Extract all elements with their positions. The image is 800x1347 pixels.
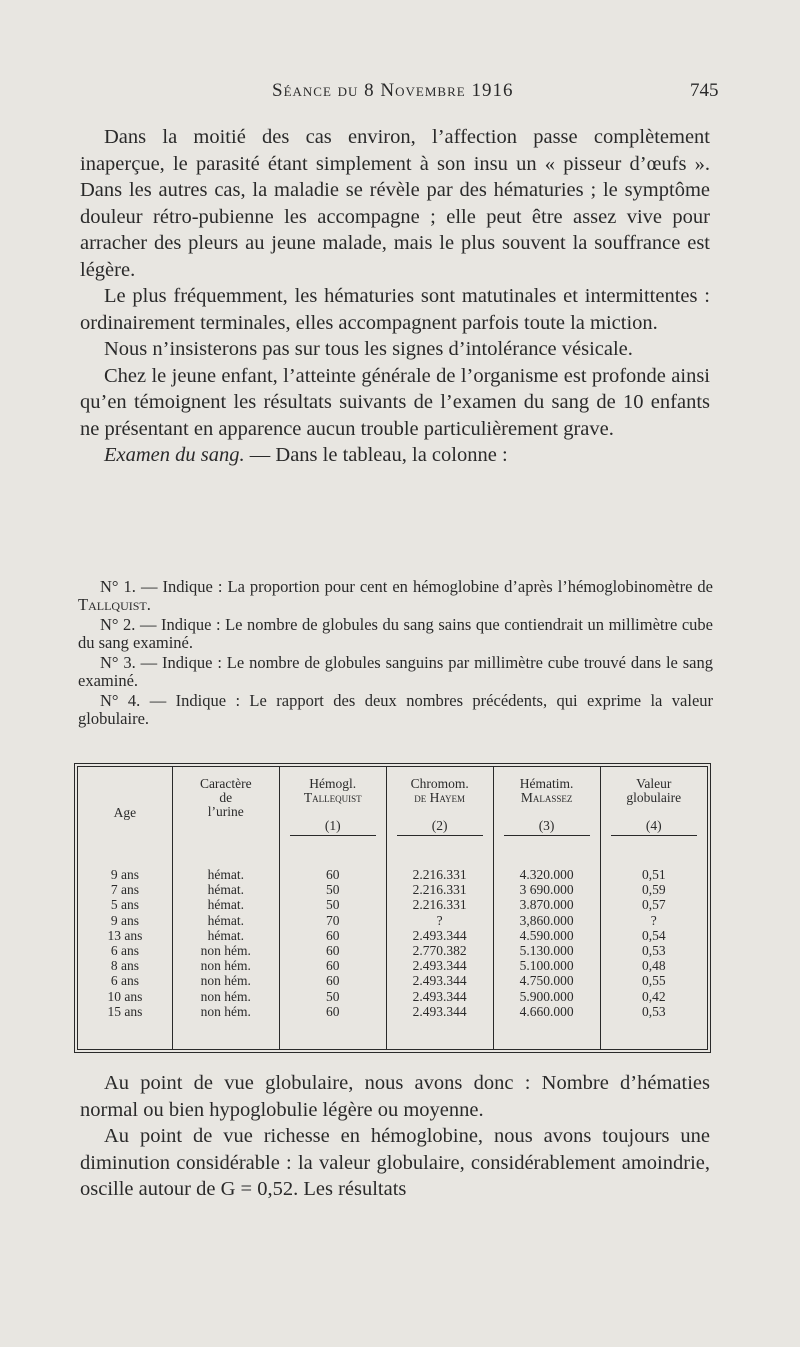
table-cell: 4.320.000 — [519, 867, 574, 882]
table-cell: 8 ans — [110, 958, 139, 974]
table-cell: 5 ans — [110, 897, 139, 913]
note-item — [78, 578, 713, 614]
paragraph: Le plus fréquemment, les hématuries sont matutinales et intermittentes : ordinairement terminales, elles accompagnent parfois toute la miction. — [80, 285, 710, 334]
table-cell: 70 — [325, 912, 340, 928]
table-cell: non hém. — [200, 1003, 251, 1019]
closing-text — [80, 1070, 710, 1203]
table-cell: hémat. — [207, 897, 244, 913]
table-cell: 60 — [325, 958, 340, 974]
table-cell: 5.130.000 — [519, 943, 574, 959]
col-urine — [172, 853, 279, 1049]
table-cell: non hém. — [200, 988, 251, 1004]
table-cell: 10 ans — [107, 988, 143, 1004]
blood-exam-table — [74, 763, 711, 1053]
table-cell: 60 — [325, 943, 340, 959]
column-notes — [78, 578, 713, 730]
note-label: N° 3. — [100, 653, 136, 672]
table-cell: 6 ans — [110, 943, 139, 959]
note-item — [78, 692, 713, 728]
table-cell: ? — [436, 912, 443, 928]
table-cell: 60 — [325, 867, 340, 882]
exam-intro-italic: Examen du sang. — [104, 444, 245, 466]
table-cell: hémat. — [207, 867, 244, 882]
note-label: N° 4. — [100, 691, 141, 710]
note-item — [78, 654, 713, 690]
table-cell: 7 ans — [110, 882, 139, 898]
note-label: N° 1. — [100, 577, 136, 596]
note-end: . — [146, 595, 151, 614]
paragraph: Dans la moitié des cas environ, l’affection passe complètement inaperçue, le parasité étant simplement à son insu un « pisseur d’œufs ». Dans les autres cas, la maladie se révèle par des hématuries ; le symptôme douleur rétro-pubienne les accompagne ; elle peut être assez vive pour arracher des pleurs au jeune malade, mais le plus souvent la souffrance est légère. — [80, 126, 710, 281]
table-cell: 60 — [325, 1003, 340, 1019]
table-cell: hémat. — [207, 882, 244, 898]
table-cell: 60 — [325, 973, 340, 989]
table-cell: 0,59 — [641, 882, 666, 898]
col-hemogl — [279, 853, 386, 1049]
table-cell: 2.216.331 — [412, 882, 467, 898]
table-cell: 0,57 — [641, 897, 666, 913]
paragraph: Nous n’insisterons pas sur tous les signes d’intolérance vésicale. — [104, 338, 633, 360]
table-cell: non hém. — [200, 958, 251, 974]
table-cell: 5.900.000 — [519, 988, 574, 1004]
exam-intro — [80, 442, 710, 469]
table-cell: 60 — [325, 927, 340, 943]
col-chromom — [386, 853, 493, 1049]
table-cell: 0,54 — [641, 927, 666, 943]
header-hemogl: Hémogl. Tallequist (1) — [279, 767, 386, 853]
table-cell: 2.493.344 — [412, 1003, 467, 1019]
table-cell: ? — [650, 912, 657, 928]
note-name: Tallquist — [78, 595, 147, 614]
table-cell: 3 690.000 — [519, 882, 574, 898]
table-cell: 3.870.000 — [519, 897, 574, 913]
table-cell: 9 ans — [110, 867, 139, 882]
note-item — [78, 616, 713, 652]
table-cell: 0,42 — [641, 988, 666, 1004]
header-age: Age — [113, 805, 137, 820]
col-age — [78, 853, 172, 1049]
table-cell: 4.590.000 — [519, 927, 574, 943]
col-valeur — [600, 853, 707, 1049]
table-cell: 2.216.331 — [412, 867, 467, 882]
table-cell: 2.493.344 — [412, 958, 467, 974]
table-cell: 0,53 — [641, 943, 666, 959]
note-text: — Indique : Le rapport des deux nombres précédents, qui exprime la valeur globulaire. — [78, 691, 714, 728]
table-cell: 0,48 — [641, 958, 666, 974]
table-cell: 4.660.000 — [519, 1003, 574, 1019]
table-cell: 9 ans — [110, 912, 139, 928]
table-cell: 2.493.344 — [412, 988, 467, 1004]
table-cell: hémat. — [207, 912, 244, 928]
data-table — [78, 767, 707, 1049]
note-label: N° 2. — [100, 615, 136, 634]
table-cell: 0,53 — [641, 1003, 666, 1019]
note-text: — Indique : Le nombre de globules sanguins par millimètre cube trouvé dans le sang examiné. — [78, 653, 714, 690]
header-chromom: Chromom. de Hayem (2) — [386, 767, 493, 853]
paragraph: Chez le jeune enfant, l’atteinte générale de l’organisme est profonde ainsi qu’en témoignent les résultats suivants de l’examen du sang de 10 enfants ne présentant en apparence aucun trouble particulièrement grave. — [80, 364, 710, 440]
note-text: — Indique : Le nombre de globules du sang sains que contiendrait un millimètre cube du sang examiné. — [78, 615, 714, 652]
paragraph: Au point de vue globulaire, nous avons donc : Nombre d’hématies normal ou bien hypoglobulie légère ou moyenne. — [80, 1072, 710, 1121]
main-text — [80, 124, 710, 469]
page-number: 745 — [690, 80, 719, 101]
table-cell: 5.100.000 — [519, 958, 574, 974]
paragraph: Au point de vue richesse en hémoglobine, nous avons toujours une diminution considérable : la valeur globulaire, considérablement amoindrie, oscille autour de G = 0,52. Les résultats — [80, 1125, 710, 1200]
header-valeur: Valeur globulaire (4) — [600, 767, 707, 853]
running-header — [0, 80, 800, 110]
table-cell: 13 ans — [107, 927, 143, 943]
table-cell: 15 ans — [107, 1003, 143, 1019]
table-cell: 0,55 — [641, 973, 666, 989]
header-hematim: Hématim. Malassez (3) — [493, 767, 600, 853]
table-cell: 2.493.344 — [412, 927, 467, 943]
table-cell: 3,860.000 — [519, 912, 574, 928]
table-cell: 2.216.331 — [412, 897, 467, 913]
exam-intro-rest: — Dans le tableau, la colonne : — [244, 444, 508, 466]
table-cell: 0,51 — [641, 867, 666, 882]
table-cell: 50 — [325, 897, 340, 913]
table-cell: 6 ans — [110, 973, 139, 989]
table-cell: non hém. — [200, 943, 251, 959]
header-urine: Caractère de l’urine — [172, 767, 279, 853]
running-title: Séance du 8 Novembre 1916 — [272, 80, 514, 101]
table-cell: 4.750.000 — [519, 973, 574, 989]
col-hematim — [493, 853, 600, 1049]
table-cell: 50 — [325, 882, 340, 898]
table-cell: 2.770.382 — [412, 943, 467, 959]
table-header-row — [78, 767, 707, 853]
note-text: — Indique : La proportion pour cent en hémoglobine d’après l’hémoglobinomètre de — [135, 577, 714, 596]
table-cell: hémat. — [207, 927, 244, 943]
table-cell: 50 — [325, 988, 340, 1004]
table-body — [78, 853, 707, 1049]
table-cell: non hém. — [200, 973, 251, 989]
table-cell: 2.493.344 — [412, 973, 467, 989]
